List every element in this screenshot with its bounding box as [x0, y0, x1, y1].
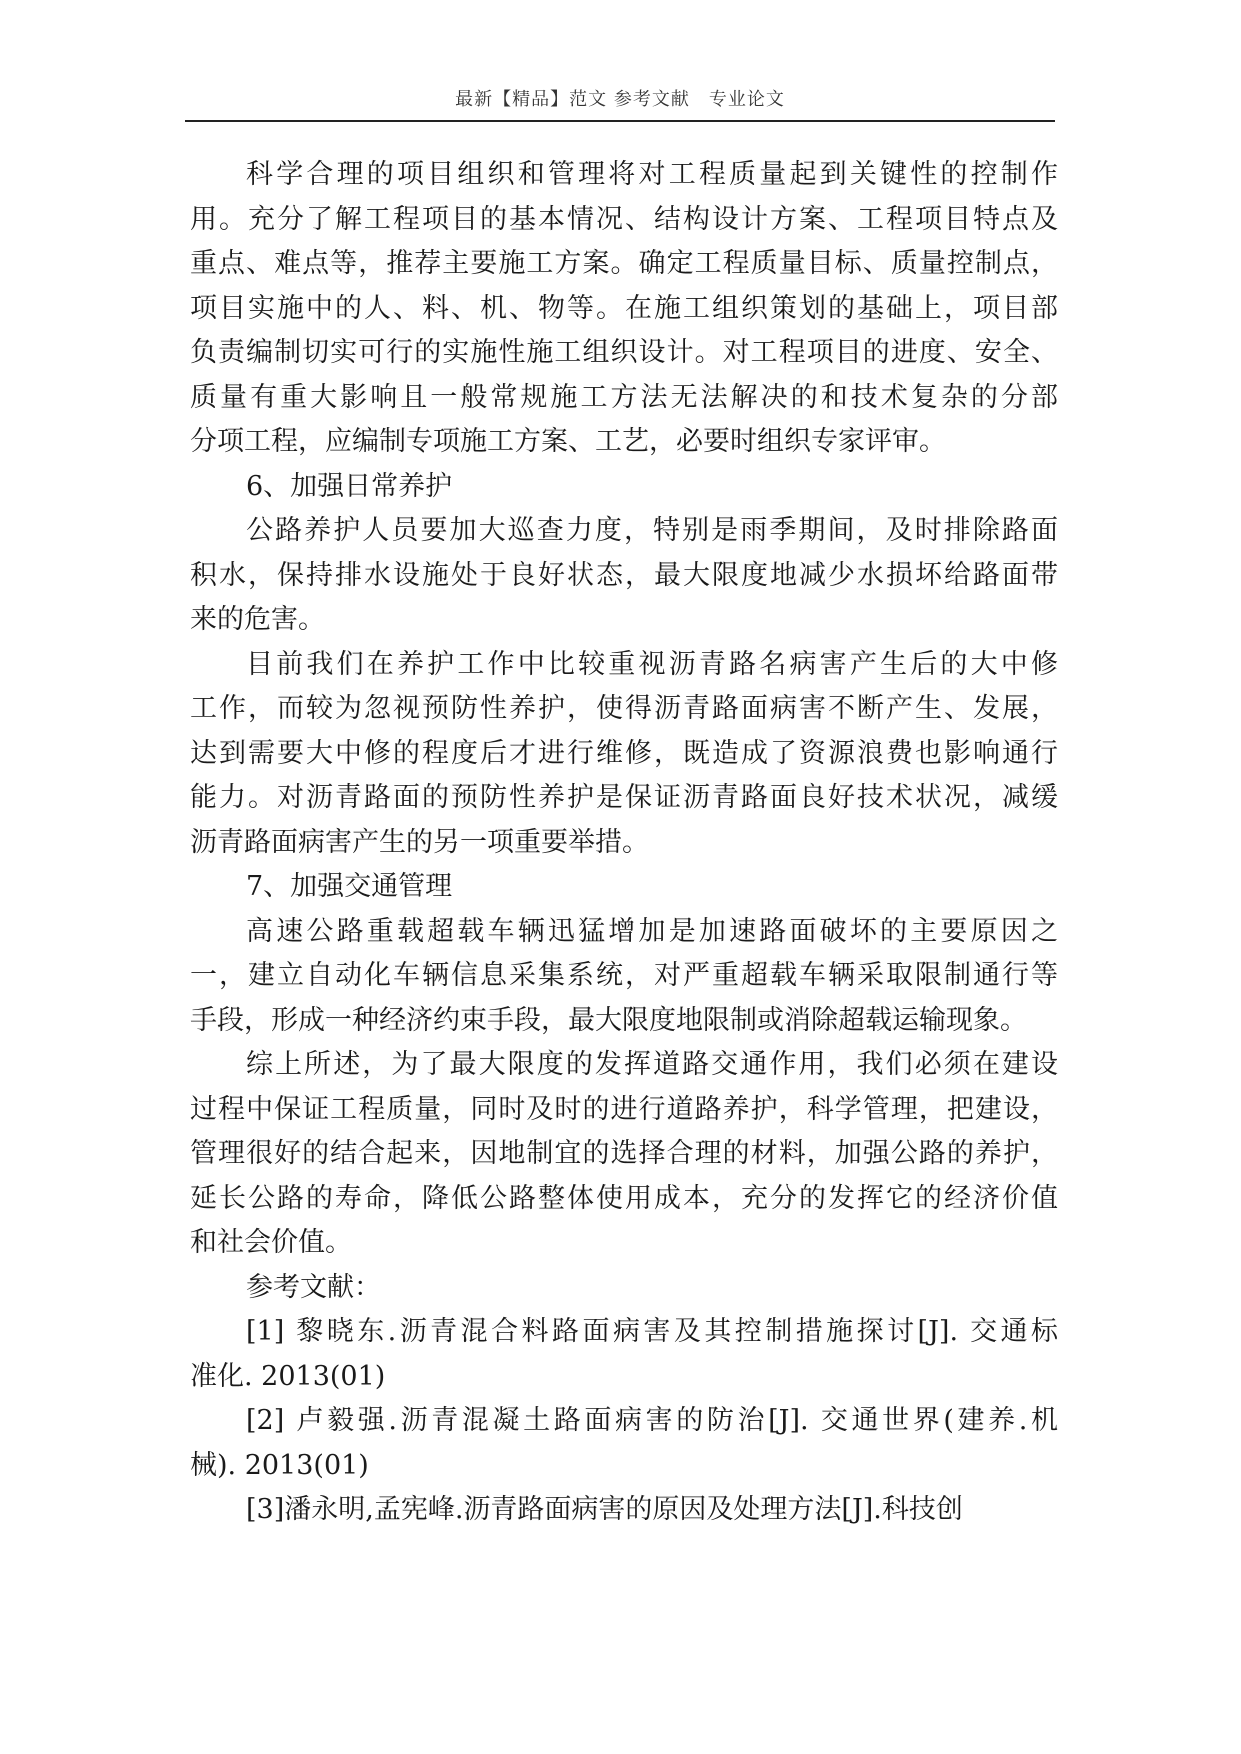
text-line: 延长公路的寿命，降低公路整体使用成本，充分的发挥它的经济价值	[190, 1182, 1058, 1214]
text-line: 目前我们在养护工作中比较重视沥青路名病害产生后的大中修	[246, 648, 1058, 680]
text-line: 工作，而较为忽视预防性养护，使得沥青路面病害不断产生、发展，	[190, 693, 1058, 724]
paragraph-p4	[190, 910, 1058, 1044]
text-line: 负责编制切实可行的实施性施工组织设计。对工程项目的进度、安全、	[190, 337, 1058, 368]
paragraph-ref1	[190, 1310, 1058, 1399]
text-line: 综上所述，为了最大限度的发挥道路交通作用，我们必须在建设	[246, 1049, 1058, 1080]
paragraph-p1	[190, 153, 1058, 465]
text-line: [1] 黎晓东.沥青混合料路面病害及其控制措施探讨[J]. 交通标	[246, 1316, 1058, 1347]
document-body	[190, 153, 1058, 1533]
paragraph-h7	[190, 865, 1058, 910]
text-line: 沥青路面病害产生的另一项重要举措。	[190, 826, 649, 858]
text-line: 分项工程，应编制专项施工方案、工艺，必要时组织专家评审。	[190, 426, 946, 457]
page-header	[185, 84, 1055, 122]
text-line: 积水，保持排水设施处于良好状态，最大限度地减少水损坏给路面带	[190, 559, 1058, 591]
text-line: 科学合理的项目组织和管理将对工程质量起到关键性的控制作	[246, 159, 1058, 190]
text-line: 准化. 2013(01)	[190, 1360, 386, 1392]
paragraph-p3	[190, 643, 1058, 866]
text-line: 手段，形成一种经济约束手段，最大限度地限制或消除超载运输现象。	[190, 1004, 1027, 1036]
text-line: 过程中保证工程质量，同时及时的进行道路养护，科学管理，把建设，	[190, 1093, 1058, 1125]
header-text: 最新【精品】范文 参考文献 专业论文	[455, 89, 785, 110]
paragraph-ref2	[190, 1399, 1058, 1488]
text-line: 来的危害。	[190, 604, 325, 635]
text-line: [2] 卢毅强.沥青混凝土路面病害的防治[J]. 交通世界(建养.机	[246, 1405, 1058, 1436]
text-line: 6、加强日常养护	[246, 470, 453, 502]
text-line: 7、加强交通管理	[246, 871, 453, 902]
paragraph-ref3	[190, 1488, 1058, 1533]
paragraph-p2	[190, 509, 1058, 643]
paragraph-p5	[190, 1043, 1058, 1266]
text-line: 和社会价值。	[190, 1227, 352, 1258]
text-line: 管理很好的结合起来，因地制宜的选择合理的材料，加强公路的养护，	[190, 1138, 1058, 1169]
text-line: 用。充分了解工程项目的基本情况、结构设计方案、工程项目特点及	[190, 203, 1058, 235]
paragraph-h6	[190, 465, 1058, 510]
text-line: 重点、难点等，推荐主要施工方案。确定工程质量目标、质量控制点，	[190, 248, 1058, 279]
text-line: 高速公路重载超载车辆迅猛增加是加速路面破坏的主要原因之	[246, 915, 1058, 947]
text-line: 质量有重大影响且一般常规施工方法无法解决的和技术复杂的分部	[190, 381, 1058, 413]
text-line: 一，建立自动化车辆信息采集系统，对严重超载车辆采取限制通行等	[190, 960, 1058, 991]
text-line: 达到需要大中修的程度后才进行维修，既造成了资源浪费也影响通行	[190, 737, 1058, 769]
text-line: 公路养护人员要加大巡查力度，特别是雨季期间，及时排除路面	[246, 515, 1058, 546]
text-line: 项目实施中的人、料、机、物等。在施工组织策划的基础上，项目部	[190, 292, 1058, 324]
text-line: 参考文献：	[246, 1271, 381, 1303]
text-line: [3]潘永明,孟宪峰.沥青路面病害的原因及处理方法[J].科技创	[246, 1494, 963, 1525]
text-line: 械). 2013(01)	[190, 1449, 369, 1481]
paragraph-refs-title	[190, 1266, 1058, 1311]
text-line: 能力。对沥青路面的预防性养护是保证沥青路面良好技术状况，减缓	[190, 782, 1058, 813]
